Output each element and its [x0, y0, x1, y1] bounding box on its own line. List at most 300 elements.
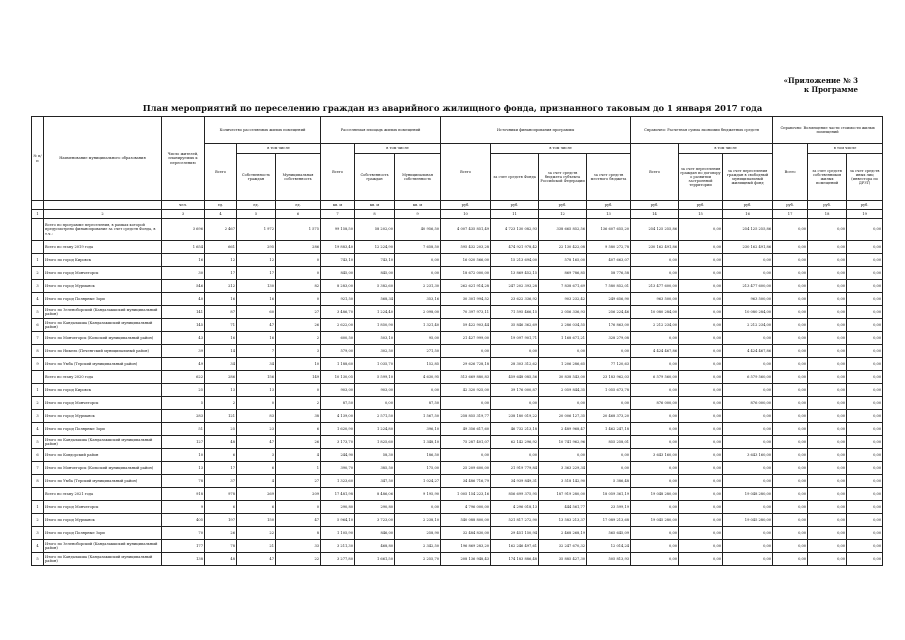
value-cell: 1 224,80 — [355, 423, 395, 436]
value-cell: 0,00 — [808, 219, 847, 241]
unit-cell: кв. м — [355, 201, 395, 210]
value-cell: 0,00 — [773, 527, 808, 540]
value-cell: 0,00 — [808, 540, 847, 553]
appendix-label — [784, 76, 858, 94]
value-cell: 0,00 — [808, 241, 847, 254]
value-cell: 10 — [276, 358, 321, 371]
row-number: 7 — [32, 332, 44, 345]
value-cell: 12 — [237, 254, 276, 267]
value-cell: 127 — [162, 436, 205, 449]
value-cell: 249 656,90 — [587, 293, 631, 306]
value-cell: 35 885 427,30 — [539, 553, 587, 566]
value-cell: 0,00 — [631, 462, 679, 475]
header-num: № п/п — [32, 117, 44, 201]
header-compensation-group: Справочно: Возмещение части стоимости жилых помещений — [773, 117, 883, 144]
municipality-name: Всего по этапу 2020 года — [44, 371, 162, 384]
value-cell: 6 — [237, 462, 276, 475]
row-number: 3 — [32, 280, 44, 293]
value-cell: 16 — [205, 293, 237, 306]
value-cell: 0,00 — [773, 462, 808, 475]
table-row — [32, 267, 883, 280]
table-row — [32, 410, 883, 423]
header-fin-total: Всего — [441, 144, 491, 201]
value-cell: 0 — [276, 384, 321, 397]
value-cell: 48 — [205, 436, 237, 449]
value-cell: 262 621 914,28 — [441, 280, 491, 293]
value-cell: 34 — [205, 358, 237, 371]
value-cell: 0,00 — [773, 254, 808, 267]
value-cell: 0,00 — [395, 501, 441, 514]
value-cell: 0,00 — [723, 410, 773, 423]
value-cell: 14 — [205, 345, 237, 358]
value-cell: 3 211,30 — [321, 540, 355, 553]
value-cell: 0,00 — [587, 462, 631, 475]
value-cell: 23 183 962,03 — [587, 371, 631, 384]
municipality-name: Итого по Никель (Печенгский муниципальный район) — [44, 345, 162, 358]
table-row — [32, 254, 883, 267]
value-cell: 3 643 160,00 — [723, 449, 773, 462]
value-cell: 209 — [276, 488, 321, 501]
value-cell: 22 — [237, 527, 276, 540]
value-cell: 385,50 — [355, 462, 395, 475]
value-cell: 10 — [162, 449, 205, 462]
value-cell: 7 658,50 — [395, 241, 441, 254]
value-cell: 1 168 671,21 — [539, 332, 587, 345]
value-cell: 0,00 — [773, 280, 808, 293]
value-cell: 0,00 — [679, 436, 723, 449]
unit-cell: ед. — [205, 201, 237, 210]
municipality-name: Итого по город Мурманск — [44, 410, 162, 423]
value-cell: 0,00 — [773, 540, 808, 553]
value-cell: 474 921 978,42 — [491, 241, 539, 254]
value-cell: 0,00 — [631, 436, 679, 449]
value-cell: 546 — [162, 280, 205, 293]
value-cell: 6 579 560,00 — [631, 371, 679, 384]
unit-cell: руб. — [539, 201, 587, 210]
unit-cell: руб. — [723, 201, 773, 210]
value-cell: 0,00 — [723, 527, 773, 540]
value-cell: 20 006 127,35 — [539, 410, 587, 423]
value-cell: 468,80 — [355, 540, 395, 553]
value-cell: 903 232,42 — [539, 293, 587, 306]
value-cell: 0,00 — [808, 358, 847, 371]
value-cell: 286 — [276, 241, 321, 254]
value-cell: 17 089 213,68 — [587, 514, 631, 527]
value-cell: 21 427 999,00 — [441, 332, 491, 345]
row-number: 5 — [32, 436, 44, 449]
value-cell: 49 — [162, 358, 205, 371]
value-cell: 0,00 — [679, 384, 723, 397]
value-cell: 0,00 — [808, 449, 847, 462]
value-cell: 87 — [205, 306, 237, 319]
value-cell: 12 224,90 — [355, 241, 395, 254]
value-cell: 71 595 466,15 — [491, 306, 539, 319]
row-number — [32, 241, 44, 254]
row-number: 8 — [32, 345, 44, 358]
value-cell: 83 — [237, 410, 276, 423]
value-cell: 187 919 280,00 — [539, 488, 587, 501]
value-cell: 1 575 — [276, 219, 321, 241]
row-number: 3 — [32, 410, 44, 423]
column-index-cell: 6 — [276, 210, 321, 219]
value-cell: 10 080 284,00 — [723, 306, 773, 319]
header-comp-investor: за счет средств иных лиц (инвестора по ДРЗТ) — [847, 154, 883, 201]
value-cell: 565 645,09 — [587, 527, 631, 540]
value-cell: 26 — [205, 527, 237, 540]
value-cell: 459 648 085,56 — [491, 371, 539, 384]
table-row — [32, 540, 883, 553]
value-cell: 290,80 — [355, 501, 395, 514]
municipality-name: Итого по Мончегорск (Кольский муниципальный район) — [44, 462, 162, 475]
row-number: 1 — [32, 501, 44, 514]
value-cell: 196 869 283,20 — [441, 540, 491, 553]
value-cell: 856 699 375,95 — [491, 488, 539, 501]
table-row — [32, 293, 883, 306]
table-row — [32, 527, 883, 540]
value-cell: 2 342,50 — [395, 540, 441, 553]
value-cell: 8 486,06 — [355, 488, 395, 501]
value-cell: 338 665 852,56 — [539, 219, 587, 241]
header-savings-incl: в том числе — [679, 144, 773, 154]
value-cell: 10 130,05 — [321, 371, 355, 384]
value-cell: 1 972 — [237, 219, 276, 241]
value-cell: 1 567,50 — [395, 410, 441, 423]
header-rooms-citizens: Собственность граждан — [237, 154, 276, 201]
municipality-name: Итого по Кандалакша (Кандалакшский муниципальный район) — [44, 553, 162, 566]
value-cell: 1 105,90 — [321, 527, 355, 540]
value-cell: 921,50 — [321, 293, 355, 306]
value-cell: 2 — [276, 332, 321, 345]
value-cell: 9 — [162, 501, 205, 514]
value-cell: 269 — [237, 488, 276, 501]
value-cell: 95,00 — [395, 332, 441, 345]
value-cell: 0,00 — [808, 267, 847, 280]
value-cell: 0,00 — [631, 553, 679, 566]
unit-cell: ед. — [237, 201, 276, 210]
value-cell: 978 — [205, 488, 237, 501]
value-cell: 1 206 286,65 — [539, 358, 587, 371]
table-row — [32, 462, 883, 475]
municipality-name: Итого по город Мурманск — [44, 280, 162, 293]
value-cell: 0,00 — [847, 293, 883, 306]
value-cell: 505 813,93 — [587, 553, 631, 566]
column-index-cell: 18 — [808, 210, 847, 219]
value-cell: 0,00 — [395, 254, 441, 267]
value-cell: 47 — [276, 514, 321, 527]
column-index-cell: 10 — [441, 210, 491, 219]
row-number: 4 — [32, 540, 44, 553]
value-cell: 0,00 — [679, 423, 723, 436]
column-index-cell: 11 — [491, 210, 539, 219]
unit-cell: руб. — [441, 201, 491, 210]
value-cell: 328 279,08 — [587, 332, 631, 345]
row-number: 1 — [32, 384, 44, 397]
value-cell: 0,00 — [773, 514, 808, 527]
header-fin-region: за счет средств бюджета субъекта Российской Федерации — [539, 154, 587, 201]
value-cell: 0,00 — [847, 423, 883, 436]
value-cell: 0,00 — [847, 254, 883, 267]
municipality-name: Итого по Умба (Терский муниципальный район) — [44, 358, 162, 371]
municipality-name: Итого по город Мончегорск — [44, 397, 162, 410]
value-cell: 2 — [276, 397, 321, 410]
value-cell: 0,00 — [631, 332, 679, 345]
value-cell: 869 786,85 — [539, 267, 587, 280]
value-cell: 3 518 142,90 — [539, 475, 587, 488]
value-cell: 0,00 — [631, 410, 679, 423]
value-cell: 258 855 319,77 — [441, 410, 491, 423]
value-cell: 0,00 — [808, 319, 847, 332]
value-cell: 0,00 — [723, 384, 773, 397]
value-cell: 2 059 844,35 — [539, 384, 587, 397]
value-cell: 0,00 — [808, 345, 847, 358]
value-cell: 19 048 280,00 — [723, 488, 773, 501]
value-cell: 19 045 280,00 — [631, 514, 679, 527]
value-cell: 46 732 213,18 — [491, 423, 539, 436]
value-cell: 208 136 948,43 — [441, 553, 491, 566]
value-cell: 22 130 422,08 — [539, 241, 587, 254]
value-cell: 0,00 — [847, 410, 883, 423]
value-cell: 0,00 — [847, 488, 883, 501]
table-body — [32, 219, 883, 566]
value-cell: 0,00 — [491, 397, 539, 410]
value-cell: 7 — [237, 345, 276, 358]
value-cell: 48 — [205, 553, 237, 566]
municipality-name: Итого по Ковдорский район — [44, 449, 162, 462]
value-cell: 13 869 452,15 — [491, 267, 539, 280]
column-index-cell: 9 — [395, 210, 441, 219]
value-cell: 0,00 — [631, 358, 679, 371]
column-index-row — [32, 210, 883, 219]
value-cell: 0,00 — [587, 449, 631, 462]
value-cell: 0,00 — [808, 384, 847, 397]
value-cell: 1 321,40 — [395, 319, 441, 332]
value-cell: 444 561,77 — [539, 501, 587, 514]
table-row — [32, 358, 883, 371]
value-cell: 6 — [276, 423, 321, 436]
value-cell: 39 176 000,87 — [491, 384, 539, 397]
value-cell: 0,00 — [631, 540, 679, 553]
value-cell: 34 486 716,79 — [441, 475, 491, 488]
value-cell: 4 630,95 — [395, 371, 441, 384]
value-cell: 0,00 — [847, 332, 883, 345]
value-cell: 0,00 — [631, 254, 679, 267]
value-cell: 47 — [237, 436, 276, 449]
value-cell: 0,00 — [679, 462, 723, 475]
value-cell: 2 212 234,00 — [631, 319, 679, 332]
value-cell: 0,00 — [847, 527, 883, 540]
column-index-cell: 5 — [237, 210, 276, 219]
table-row — [32, 241, 883, 254]
value-cell: 0,00 — [723, 254, 773, 267]
value-cell: 622 — [162, 371, 205, 384]
value-cell: 0,00 — [847, 384, 883, 397]
value-cell: 661 — [205, 241, 237, 254]
value-cell: 0,00 — [679, 397, 723, 410]
value-cell: 347,50 — [355, 475, 395, 488]
value-cell: 32 484 830,00 — [441, 527, 491, 540]
value-cell: 1 005 154 223,16 — [441, 488, 491, 501]
row-number: 5 — [32, 306, 44, 319]
units-empty-name — [44, 201, 162, 210]
value-cell: 743,10 — [355, 254, 395, 267]
value-cell: 0,00 — [679, 475, 723, 488]
header-people: Число жителей, планируемых к переселению — [162, 117, 205, 201]
appendix-line-1: «Приложение № 3 — [783, 76, 858, 85]
value-cell: 0,00 — [847, 475, 883, 488]
value-cell: 0,00 — [847, 553, 883, 566]
value-cell: 3 643 160,00 — [631, 449, 679, 462]
value-cell: 0,00 — [847, 358, 883, 371]
municipality-name: Итого по Умба (Терский муниципальный район) — [44, 475, 162, 488]
table-row — [32, 501, 883, 514]
value-cell: 1 661,50 — [355, 553, 395, 566]
value-cell: 2 622,00 — [321, 319, 355, 332]
value-cell: 29 626 728,18 — [441, 358, 491, 371]
row-number: 2 — [32, 397, 44, 410]
value-cell: 0,00 — [847, 345, 883, 358]
value-cell: 23 622 336,92 — [491, 293, 539, 306]
column-index-cell: 17 — [773, 210, 808, 219]
value-cell: 19 045 280,00 — [723, 514, 773, 527]
value-cell: 3 — [276, 345, 321, 358]
value-cell: 13 — [237, 384, 276, 397]
column-index-cell: 16 — [723, 210, 773, 219]
value-cell: 0,00 — [679, 254, 723, 267]
value-cell: 0,00 — [441, 397, 491, 410]
value-cell: 4 796 000,00 — [441, 501, 491, 514]
value-cell: 19 097 901,71 — [491, 332, 539, 345]
value-cell: 4 424 467,86 — [723, 345, 773, 358]
value-cell: 77 120,63 — [587, 358, 631, 371]
value-cell: 16 — [237, 332, 276, 345]
document-title: План мероприятий по переселению граждан из аварийного жилищного фонда, признанного таковым до 1 января 2017 года — [142, 103, 763, 113]
value-cell: 9 580 272,78 — [587, 241, 631, 254]
value-cell: 1 035,70 — [355, 358, 395, 371]
header-comp-owners: за счет средств собственников жилых помещений — [808, 154, 847, 201]
value-cell: 0,00 — [723, 267, 773, 280]
value-cell: 0,00 — [679, 358, 723, 371]
value-cell: 5 964,10 — [321, 514, 355, 527]
value-cell: 0,00 — [773, 293, 808, 306]
header-area-incl: в том числе — [355, 144, 441, 154]
value-cell: 0,00 — [631, 475, 679, 488]
value-cell: 6 — [205, 449, 237, 462]
table-row — [32, 514, 883, 527]
value-cell: 138 — [162, 553, 205, 566]
column-index-cell: 1 — [32, 210, 44, 219]
value-cell: 162 246 497,61 — [491, 540, 539, 553]
value-cell: 0,00 — [773, 488, 808, 501]
value-cell: 568,34 — [355, 293, 395, 306]
value-cell: 8 — [276, 527, 321, 540]
value-cell: 43 — [162, 332, 205, 345]
value-cell: 0,00 — [847, 501, 883, 514]
municipality-name: Итого по город Полярные Зори — [44, 423, 162, 436]
value-cell: 28 303 312,62 — [491, 358, 539, 371]
value-cell: 0,00 — [808, 423, 847, 436]
value-cell: 0,00 — [773, 345, 808, 358]
unit-cell: руб. — [491, 201, 539, 210]
value-cell: 0,00 — [679, 219, 723, 241]
value-cell: 6 579 560,00 — [723, 371, 773, 384]
value-cell: 58,30 — [355, 449, 395, 462]
value-cell: 17 — [205, 267, 237, 280]
value-cell: 18 672 000,00 — [441, 267, 491, 280]
value-cell: 0,00 — [847, 397, 883, 410]
value-cell: 963 500,00 — [723, 293, 773, 306]
value-cell: 0,00 — [773, 449, 808, 462]
value-cell: 2 — [205, 397, 237, 410]
value-cell: 8 283,00 — [321, 280, 355, 293]
value-cell: 0,00 — [679, 319, 723, 332]
value-cell: 75 287 401,07 — [441, 436, 491, 449]
value-cell: 5 — [162, 397, 205, 410]
value-cell: 254 125 255,86 — [631, 219, 679, 241]
value-cell: 230 162 491,86 — [631, 241, 679, 254]
row-number: 6 — [32, 449, 44, 462]
header-name: Наименование муниципального образования — [44, 117, 162, 201]
value-cell: 743,10 — [321, 254, 355, 267]
value-cell: 0,00 — [773, 241, 808, 254]
column-index-cell: 7 — [321, 210, 355, 219]
value-cell: 513 669 880,83 — [441, 371, 491, 384]
value-cell: 2 467 — [205, 219, 237, 241]
value-cell: 0,00 — [773, 475, 808, 488]
value-cell: 0,00 — [847, 449, 883, 462]
value-cell: 1 462 247,18 — [587, 423, 631, 436]
value-cell: 0,00 — [808, 306, 847, 319]
table-row — [32, 219, 883, 241]
value-cell: 19 048 280,00 — [631, 488, 679, 501]
value-cell: 141 — [162, 306, 205, 319]
value-cell: 855 258,01 — [587, 436, 631, 449]
value-cell: 0,00 — [808, 553, 847, 566]
value-cell: 0,00 — [539, 397, 587, 410]
column-index-cell: 8 — [355, 210, 395, 219]
value-cell: 0,00 — [631, 384, 679, 397]
value-cell: 407 663,07 — [587, 254, 631, 267]
value-cell: 903,00 — [321, 384, 355, 397]
table-row — [32, 280, 883, 293]
value-cell: 0,00 — [679, 553, 723, 566]
value-cell: 0,00 — [679, 306, 723, 319]
value-cell: 903,00 — [355, 384, 395, 397]
column-index-cell: 19 — [847, 210, 883, 219]
value-cell: 40 956,50 — [395, 219, 441, 241]
value-cell: 15 213 694,00 — [491, 254, 539, 267]
municipality-name: Всего по этапу 2019 года — [44, 241, 162, 254]
value-cell: 38 — [276, 410, 321, 423]
row-number: 8 — [32, 475, 44, 488]
value-cell: 27 — [276, 306, 321, 319]
value-cell: 13 — [162, 462, 205, 475]
value-cell: 295 — [237, 241, 276, 254]
value-cell: 0,00 — [679, 267, 723, 280]
value-cell: 39 — [162, 345, 205, 358]
value-cell: 58 202,00 — [355, 219, 395, 241]
value-cell: 49 356 617,60 — [441, 423, 491, 436]
value-cell: 845,00 — [355, 267, 395, 280]
value-cell: 0,00 — [679, 293, 723, 306]
value-cell: 21 — [237, 540, 276, 553]
value-cell: 256 224,46 — [587, 306, 631, 319]
value-cell: 59 422 903,44 — [441, 319, 491, 332]
value-cell: 17 — [237, 267, 276, 280]
value-cell: 60 — [237, 306, 276, 319]
value-cell: 0,00 — [808, 475, 847, 488]
municipality-name: Итого по город Кировск — [44, 384, 162, 397]
value-cell: 283 — [162, 410, 205, 423]
